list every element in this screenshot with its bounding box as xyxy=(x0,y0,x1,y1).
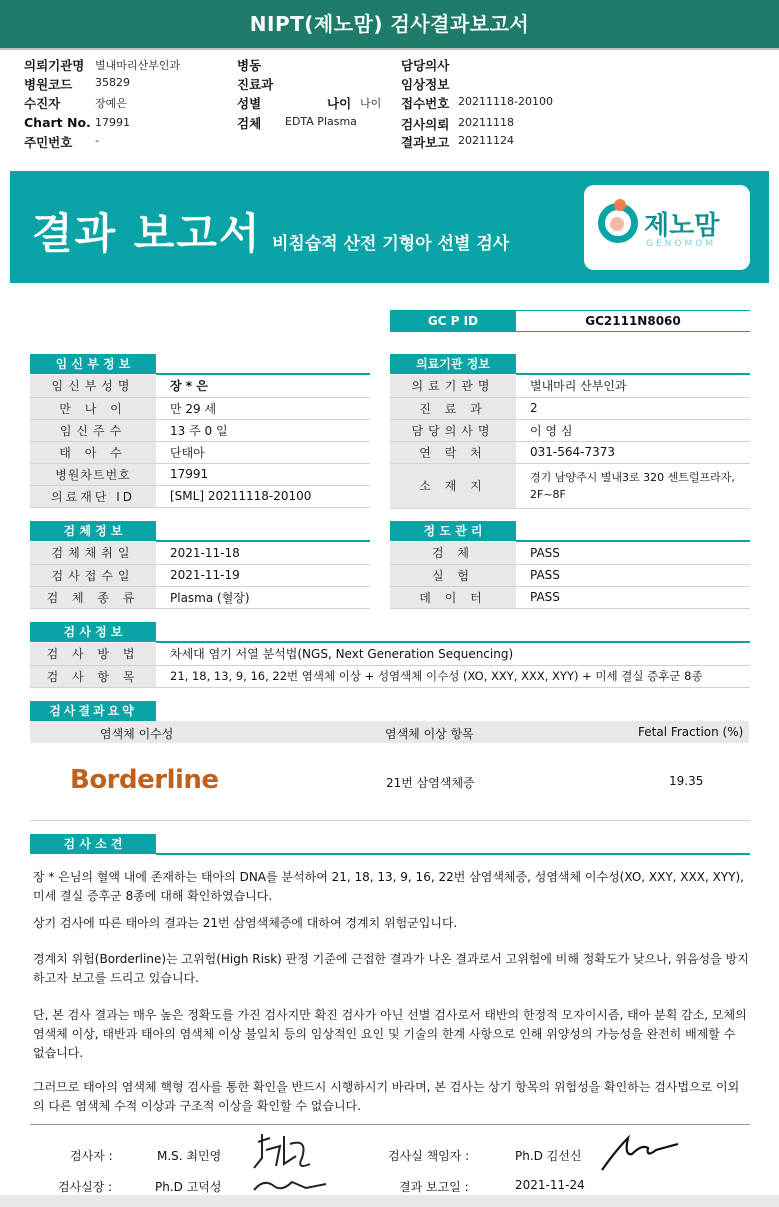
row-key: 의료기관명 xyxy=(390,375,516,397)
row-value: 2 xyxy=(516,397,750,419)
row-value: 장 * 은 xyxy=(156,375,370,397)
header-label: 성별 xyxy=(237,96,262,111)
summary-col-aneuploidy: 염색체 이수성 xyxy=(100,727,174,741)
pregnant-info-table xyxy=(30,375,370,508)
row-value: PASS xyxy=(516,542,750,564)
opinion-paragraph: 장 * 은님의 혈액 내에 존재하는 태아의 DNA를 분석하여 21, 18, 13, 9, 16, 22번 삼염색체증, 성염색체 이수성(XO, XXY, XXX, XYY), 미세 결실 증후군 8종에 대해 확인하였습니다. xyxy=(33,870,744,903)
row-value: 이 영 심 xyxy=(516,419,750,441)
row-value: Plasma (혈장) xyxy=(156,586,370,608)
opinion-paragraph: 경계치 위험(Borderline)는 고위험(High Risk) 판정 기준에 근접한 결과가 나온 결과로서 고위험에 비해 정확도가 낮으나, 위음성을 방지하고자 보고를 드리고 있습니다. xyxy=(33,952,749,985)
row-key: 소 재 지 xyxy=(390,463,516,508)
qc-table xyxy=(390,542,750,609)
director-name: Ph.D 고덕성 xyxy=(155,1180,222,1194)
header-value: - xyxy=(95,134,99,147)
row-value: PASS xyxy=(516,564,750,586)
page-bottom-bar xyxy=(0,1195,779,1207)
address-line-1: 경기 남양주시 별내3로 320 센트럴프라자, xyxy=(530,470,735,484)
table-row xyxy=(30,586,370,608)
header-label: 진료과 xyxy=(237,77,274,92)
header-label: Chart No. xyxy=(24,115,91,130)
result-fetal-fraction: 19.35 xyxy=(669,774,704,788)
header-label: 나이 xyxy=(327,96,352,111)
header-value: 20211118 xyxy=(458,116,514,129)
header-label: 의뢰기관명 xyxy=(24,58,85,73)
row-key: 만 나 이 xyxy=(30,397,156,419)
manager-name: Ph.D 김선신 xyxy=(515,1149,582,1163)
header-label: 검사의뢰 xyxy=(401,117,450,132)
section-rule xyxy=(156,853,750,855)
row-key: 의료재단 ID xyxy=(30,485,156,507)
specimen-info-table xyxy=(30,542,370,609)
genomom-logo xyxy=(584,185,750,270)
logo-dot xyxy=(614,199,626,211)
gcpid-label: GC P ID xyxy=(390,310,516,332)
summary-column-headers xyxy=(30,721,749,743)
summary-col-item: 염색체 이상 항목 xyxy=(385,727,474,741)
qc-header: 정 도 관 리 xyxy=(390,521,516,541)
header-value: 별내마리산부인과 xyxy=(95,59,181,72)
logo-inner xyxy=(610,217,624,231)
test-info-header: 검 사 정 보 xyxy=(30,622,156,642)
row-key: 진 료 과 xyxy=(390,397,516,419)
table-row xyxy=(390,463,750,508)
row-key: 검 체 xyxy=(390,542,516,564)
manager-label: 검사실 책임자 : xyxy=(388,1149,470,1163)
examiner-label: 검사자 : xyxy=(70,1149,113,1163)
examiner-signature xyxy=(250,1128,320,1174)
header-label: 접수번호 xyxy=(401,96,450,111)
opinion-paragraph: 그러므로 태아의 염색체 핵형 검사를 통한 확인을 반드시 시행하시기 바라며, 본 검사는 상기 항목의 위험성을 확인하는 검사법으로 이외의 다른 염색체 수적 이상과 구조적 이상을 확인할 수 없습니다. xyxy=(33,1080,740,1113)
table-row xyxy=(30,542,370,564)
header-label: 검체 xyxy=(237,116,262,131)
row-key: 임신주수 xyxy=(30,419,156,441)
table-row xyxy=(30,643,750,665)
row-value: [SML] 20211118-20100 xyxy=(156,485,370,507)
institution-info-header: 의료기관 정보 xyxy=(390,354,516,374)
table-row xyxy=(30,665,750,687)
logo-name-kr: 제노맘 xyxy=(644,211,720,241)
row-key: 검 체 종 류 xyxy=(30,586,156,608)
header-value: 17991 xyxy=(95,116,130,129)
signature-rule xyxy=(30,1124,750,1125)
row-value: 단태아 xyxy=(156,441,370,463)
header-label: 병동 xyxy=(237,58,262,73)
row-key: 담당의사명 xyxy=(390,419,516,441)
table-row xyxy=(30,441,370,463)
header-value: 20211124 xyxy=(458,134,514,147)
report-date-label: 결과 보고일 : xyxy=(399,1180,469,1194)
row-value: 만 29 세 xyxy=(156,397,370,419)
institution-info-table xyxy=(390,375,750,509)
specimen-info-header: 검 체 정 보 xyxy=(30,521,156,541)
header-value: 장예은 xyxy=(95,97,127,110)
pregnant-info-header: 임 신 부 정 보 xyxy=(30,354,156,374)
row-value: 2021-11-19 xyxy=(156,564,370,586)
director-label: 검사실장 : xyxy=(58,1180,113,1194)
row-value: 차세대 염기 서열 분석법(NGS, Next Generation Sequencing) xyxy=(156,643,750,665)
table-row xyxy=(390,564,750,586)
manager-signature xyxy=(598,1130,682,1174)
header-label: 주민번호 xyxy=(24,135,73,150)
row-value xyxy=(516,463,750,508)
row-key: 병원차트번호 xyxy=(30,463,156,485)
table-row xyxy=(30,564,370,586)
header-label: 담당의사 xyxy=(401,58,450,73)
address-line-2: 2F~8F xyxy=(530,487,566,501)
director-signature xyxy=(250,1172,330,1196)
row-key: 데 이 터 xyxy=(390,586,516,608)
title-divider xyxy=(0,48,779,50)
table-row xyxy=(390,542,750,564)
row-key: 검체채취일 xyxy=(30,542,156,564)
banner-title: 결과 보고서 xyxy=(32,209,262,258)
table-row xyxy=(390,419,750,441)
result-borderline: Borderline xyxy=(70,765,219,795)
report-title: NIPT(제노맘) 검사결과보고서 xyxy=(0,0,779,48)
row-value: 21, 18, 13, 9, 16, 22번 염색체 이상 + 성염색체 이수성 (XO, XXY, XXX, XYY) + 미세 결실 증후군 8종 xyxy=(156,665,750,687)
header-label: 수진자 xyxy=(24,96,61,111)
row-key: 검사접수일 xyxy=(30,564,156,586)
logo-name-en: GENOMOM xyxy=(646,239,717,249)
table-row xyxy=(390,586,750,608)
header-label: 병원코드 xyxy=(24,77,73,92)
header-label: 결과보고 xyxy=(401,135,450,150)
summary-rule xyxy=(30,820,750,821)
row-value: 13 주 0 일 xyxy=(156,419,370,441)
row-key: 임신부성명 xyxy=(30,375,156,397)
opinion-paragraph: 상기 검사에 따른 태아의 결과는 21번 삼염색체증에 대하여 경계치 위험군입니다. xyxy=(33,916,458,930)
header-label: 임상정보 xyxy=(401,77,450,92)
row-value: 031-564-7373 xyxy=(516,441,750,463)
gcpid-value: GC2111N8060 xyxy=(516,310,750,332)
opinion-paragraph: 단, 본 검사 결과는 매우 높은 정확도를 가진 검사지만 확진 검사가 아닌 선별 검사로서 태반의 한정적 모자이시즘, 태아 분획 감소, 모체의 염색체 이상, 태반과 태아의 염색체 이상 불일치 등의 임상적인 요인 및 기술의 한계 사항으로 인해 위양성의 가능성을 완전히 배제할 수 없습니다. xyxy=(33,1008,747,1060)
row-value: 2021-11-18 xyxy=(156,542,370,564)
test-info-table xyxy=(30,643,750,688)
table-row xyxy=(390,375,750,397)
table-row xyxy=(30,463,370,485)
table-row xyxy=(30,375,370,397)
table-row xyxy=(30,419,370,441)
examiner-name: M.S. 최민영 xyxy=(157,1149,222,1163)
table-row xyxy=(30,485,370,507)
header-value: 나이 xyxy=(360,97,382,110)
row-key: 검 사 방 법 xyxy=(30,643,156,665)
table-row xyxy=(390,441,750,463)
row-key: 검 사 항 목 xyxy=(30,665,156,687)
row-value: 별내마리 산부인과 xyxy=(516,375,750,397)
result-item: 21번 삼염색체증 xyxy=(386,776,475,790)
row-value: PASS xyxy=(516,586,750,608)
summary-col-ff: Fetal Fraction (%) xyxy=(638,725,744,739)
banner-subtitle: 비침습적 산전 기형아 선별 검사 xyxy=(272,234,510,254)
header-value: EDTA Plasma xyxy=(285,115,357,128)
row-key: 태 아 수 xyxy=(30,441,156,463)
table-row xyxy=(30,397,370,419)
row-value: 17991 xyxy=(156,463,370,485)
row-key: 연 락 처 xyxy=(390,441,516,463)
row-key: 실 험 xyxy=(390,564,516,586)
report-date: 2021-11-24 xyxy=(515,1178,585,1192)
summary-header: 검사결과요약 xyxy=(30,701,156,721)
opinion-header: 검 사 소 견 xyxy=(30,834,156,854)
header-value: 20211118-20100 xyxy=(458,95,553,108)
table-row xyxy=(390,397,750,419)
header-value: 35829 xyxy=(95,76,130,89)
